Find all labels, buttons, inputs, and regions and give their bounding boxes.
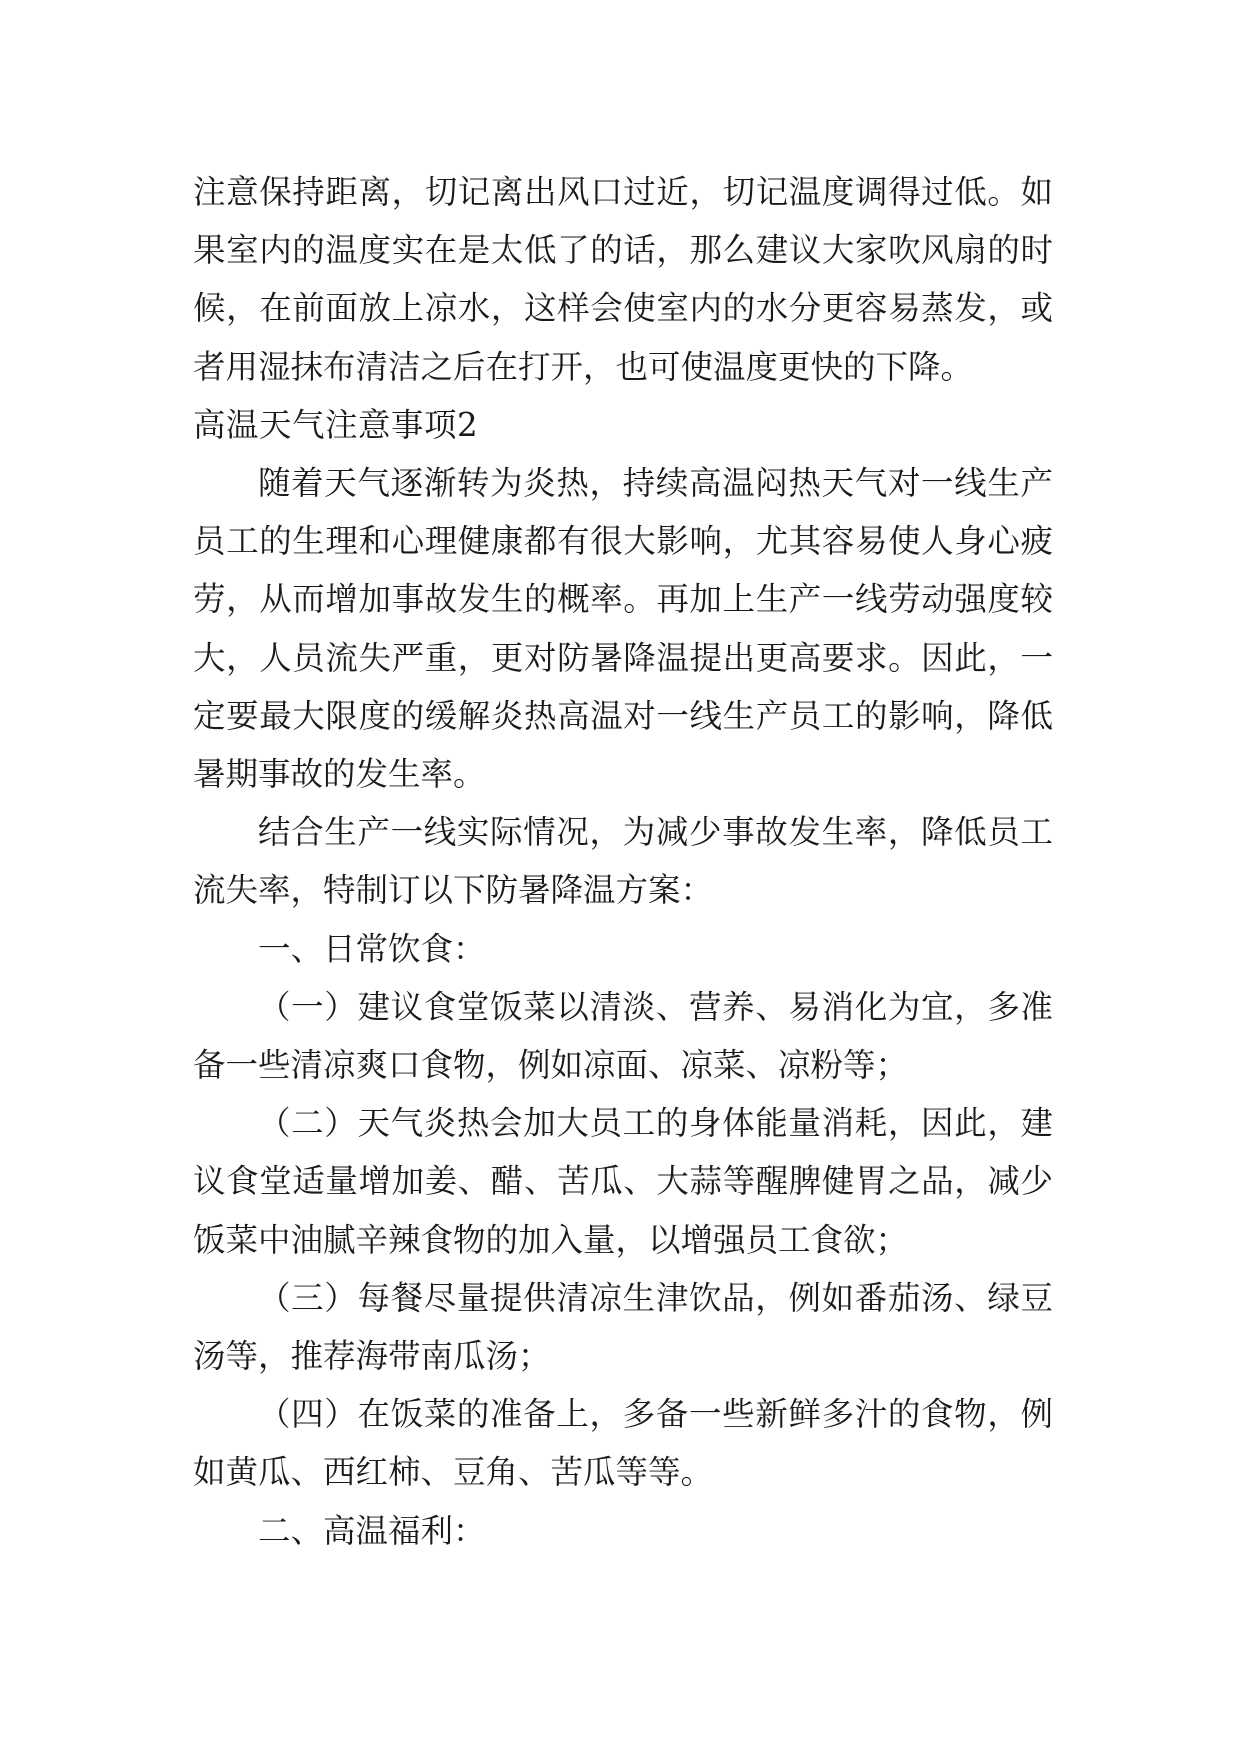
subsection-heading: 一、日常饮食： [258, 929, 486, 968]
list-item: （二）天气炎热会加大员工的身体能量消耗，因此，建议食堂适量增加姜、醋、苦瓜、大蒜等醒脾健胃之品，减少饭菜中油腻辛辣食物的加入量，以增强员工食欲； [193, 1104, 1053, 1259]
list-item: （四）在饭菜的准备上，多备一些新鲜多汁的食物，例如黄瓜、西红柿、豆角、苦瓜等等。 [193, 1395, 1053, 1492]
list-item: （三）每餐尽量提供清凉生津饮品，例如番茄汤、绿豆汤等，推荐海带南瓜汤； [193, 1278, 1053, 1376]
subsection-heading: 二、高温福利： [258, 1511, 486, 1550]
body-paragraph: 随着天气逐渐转为炎热，持续高温闷热天气对一线生产员工的生理和心理健康都有很大影响，尤其容易使人身心疲劳，从而增加事故发生的概率。再加上生产一线劳动强度较大，人员流失严重，更对防暑降温提出更高要求。因此，一定要最大限度的缓解炎热高温对一线生产员工的影响，降低暑期事故的发生率。 [193, 464, 1053, 794]
body-paragraph: 结合生产一线实际情况，为减少事故发生率，降低员工流失率，特制订以下防暑降温方案： [193, 813, 1053, 910]
section-heading: 高温天气注意事项2 [193, 405, 479, 444]
list-item: （一）建议食堂饭菜以清淡、营养、易消化为宜，多准备一些清凉爽口食物，例如凉面、凉菜、凉粉等； [193, 987, 1053, 1085]
document-body [193, 163, 1053, 1560]
body-paragraph: 注意保持距离，切记离出风口过近，切记温度调得过低。如果室内的温度实在是太低了的话，那么建议大家吹风扇的时候，在前面放上凉水，这样会使室内的水分更容易蒸发，或者用湿抹布清洁之后在打开，也可使温度更快的下降。 [193, 173, 1053, 386]
